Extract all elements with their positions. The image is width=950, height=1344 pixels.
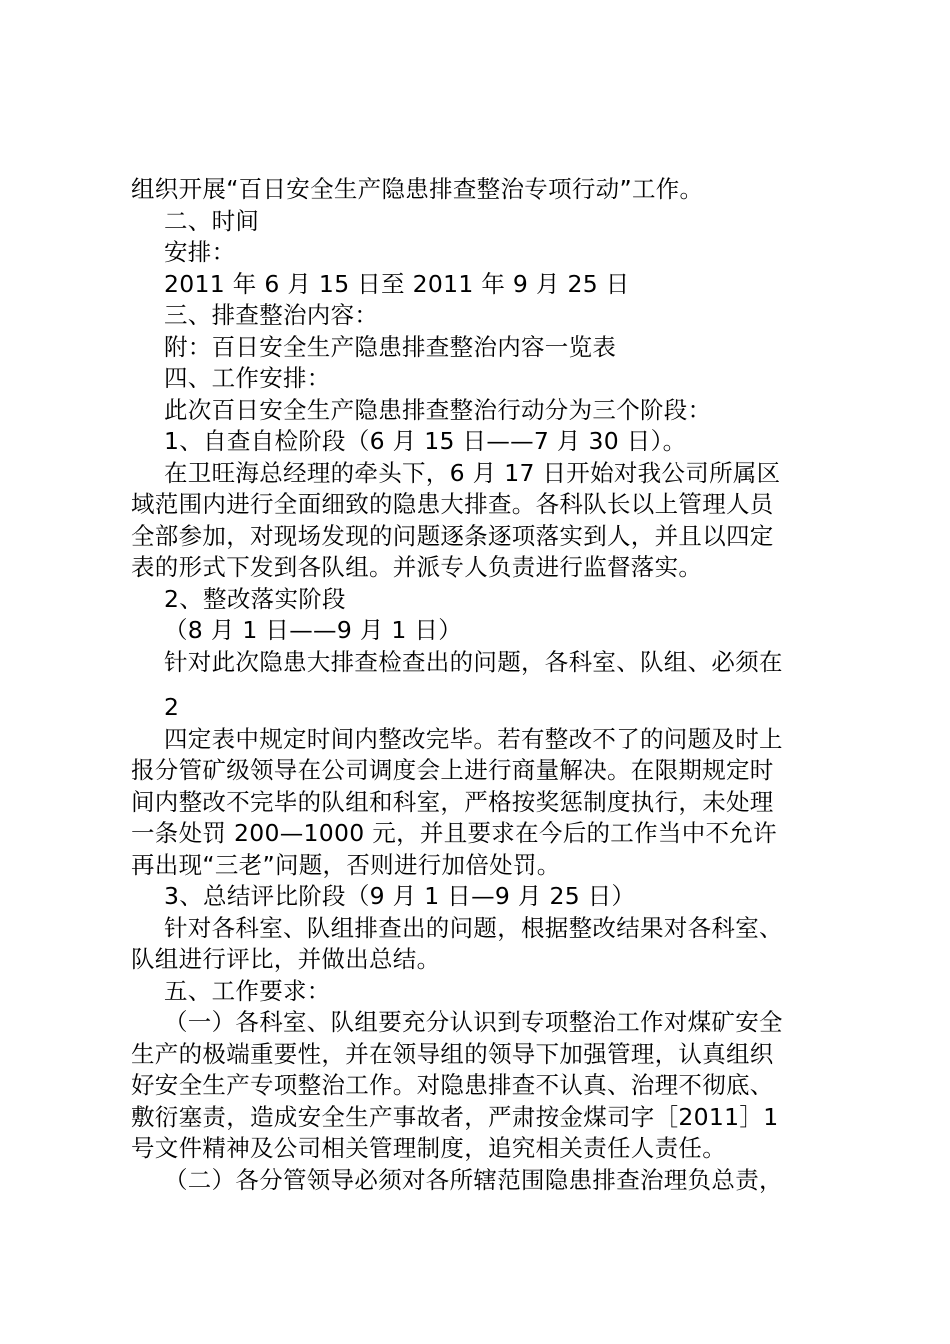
paragraph-line: （8 月 1 日——9 月 1 日）	[164, 616, 463, 644]
paragraph-line: 安排：	[164, 238, 236, 266]
paragraph-line: 组织开展“百日安全生产隐患排查整治专项行动”工作。	[131, 175, 704, 203]
paragraph-line: 附：百日安全生产隐患排查整治内容一览表	[164, 332, 617, 361]
paragraph-line: 报分管矿级领导在公司调度会上进行商量解决。在限期规定时	[131, 756, 774, 784]
paragraph-line: 在卫旺海总经理的牵头下，6 月 17 日开始对我公司所属区	[164, 458, 781, 487]
paragraph-line: 1、自查自检阶段（6 月 15 日——7 月 30 日）。	[164, 427, 687, 455]
paragraph-line: 表的形式下发到各队组。并派专人负责进行监督落实。	[131, 553, 703, 581]
paragraph-line: 间内整改不完毕的队组和科室，严格按奖惩制度执行，未处理	[131, 787, 774, 816]
paragraph-line: 四定表中规定时间内整改完毕。若有整改不了的问题及时上	[164, 724, 783, 753]
paragraph-line: 队组进行评比，并做出总结。	[131, 945, 441, 973]
paragraph-line: 域范围内进行全面细致的隐患大排查。各科队长以上管理人员	[131, 490, 774, 518]
paragraph-line: 针对此次隐患大排查检查出的问题，各科室、队组、必须在	[164, 647, 783, 676]
text-section-a	[131, 174, 831, 678]
paragraph-line: 再出现“三老”问题，否则进行加倍处罚。	[131, 850, 561, 879]
paragraph-line: 3、总结评比阶段（9 月 1 日—9 月 25 日）	[164, 882, 636, 910]
paragraph-line: 三、排查整治内容：	[164, 301, 379, 329]
page-number: 2	[164, 693, 179, 721]
paragraph-line: （二）各分管领导必须对各所辖范围隐患排查治理负总责，	[164, 1165, 783, 1194]
paragraph-line: 一条处罚 200—1000 元，并且要求在今后的工作当中不允许	[131, 819, 777, 847]
text-section-b	[131, 724, 831, 1197]
paragraph-line: 针对各科室、队组排查出的问题，根据整改结果对各科室、	[164, 913, 783, 942]
paragraph-line: 号文件精神及公司相关管理制度，追究相关责任人责任。	[131, 1134, 726, 1162]
paragraph-line: 此次百日安全生产隐患排查整治行动分为三个阶段：	[164, 395, 712, 424]
paragraph-line: 2、整改落实阶段	[164, 584, 346, 613]
paragraph-line: 五、工作要求：	[164, 976, 331, 1005]
paragraph-line: 2011 年 6 月 15 日至 2011 年 9 月 25 日	[164, 269, 630, 298]
paragraph-line: 四、工作安排：	[164, 364, 331, 392]
paragraph-line: 二、时间	[164, 206, 260, 235]
paragraph-line: 全部参加，对现场发现的问题逐条逐项落实到人，并且以四定	[131, 521, 774, 550]
paragraph-line: 好安全生产专项整治工作。对隐患排查不认真、治理不彻底、	[131, 1071, 774, 1099]
paragraph-line: 生产的极端重要性，并在领导组的领导下加强管理，认真组织	[131, 1039, 774, 1068]
paragraph-line: 敷衍塞责，造成安全生产事故者，严肃按金煤司字［2011］1	[131, 1102, 779, 1131]
paragraph-line: （一）各科室、队组要充分认识到专项整治工作对煤矿安全	[164, 1008, 783, 1036]
